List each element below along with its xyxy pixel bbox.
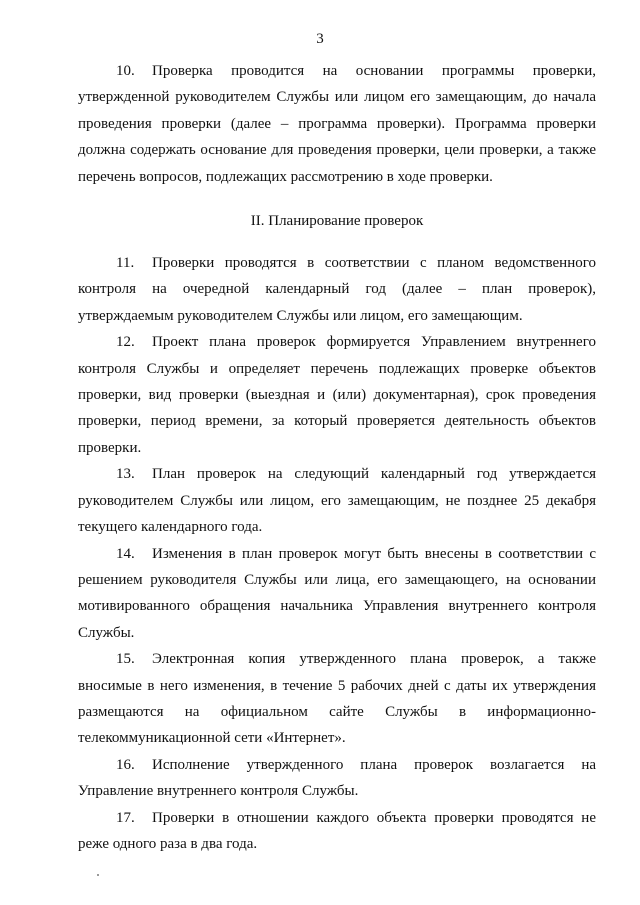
- paragraph-11: [78, 250, 596, 329]
- paragraph-14: [78, 541, 596, 647]
- paragraph-text: План проверок на следующий календарный год утверждается руководителем Службы или лицом, его замещающим, не позднее 25 декабря текущего календарного года.: [78, 466, 596, 536]
- paragraph-text: Проверки в отношении каждого объекта проверки проводятся не реже одного раза в два года.: [78, 809, 596, 852]
- paragraph-number: 15.: [116, 651, 135, 668]
- paragraph-15: [78, 646, 596, 752]
- paragraph-text: Проверки проводятся в соответствии с планом ведомственного контроля на очередной календарный год (далее – план проверок), утверждаемым руководителем Службы или лицом, его замещающим.: [78, 255, 596, 324]
- paragraph-17: [78, 805, 596, 858]
- paragraph-number: 12.: [116, 334, 135, 351]
- paragraph-number: 17.: [116, 809, 135, 826]
- paragraph-16: [78, 752, 596, 805]
- paragraph-text: Проверка проводится на основании программы проверки, утвержденной руководителем Службы или лицом его замещающим, до начала проведения проверки (далее – программа проверки). Программа проверки должна содержать основание для проведения проверки, цели проверки, а также перечень вопросов, подлежащих рассмотрению в ходе проверки.: [78, 63, 596, 185]
- paragraph-number: 13.: [116, 466, 135, 483]
- document-body: [78, 58, 596, 857]
- paragraph-number: 11.: [116, 255, 135, 272]
- paragraph-text: Изменения в план проверок могут быть внесены в соответствии с решением руководителя Службы или лица, его замещающего, на основании мотивированного обращения начальника Управления внутреннего контроля Службы.: [78, 545, 596, 641]
- paragraph-10: [78, 58, 596, 190]
- paragraph-13: [78, 461, 596, 540]
- paragraph-number: 14.: [116, 545, 135, 562]
- paragraph-text: Электронная копия утвержденного плана проверок, а также вносимые в него изменения, в течение 5 рабочих дней с даты их утверждения размещаются на официальном сайте Службы в информационно-телекоммуникационной сети «Интернет».: [78, 651, 596, 747]
- page-number: 3: [316, 31, 324, 47]
- scan-speck: [97, 874, 99, 876]
- paragraph-12: [78, 329, 596, 461]
- paragraph-text: Исполнение утвержденного плана проверок возлагается на Управление внутреннего контроля Службы.: [78, 756, 596, 800]
- paragraph-text: Проект плана проверок формируется Управлением внутреннего контроля Службы и определяет перечень подлежащих проверке объектов проверки, вид проверки (выездная и (или) документарная), срок проведения проверки, период времени, за который проверяется деятельность объектов проверки.: [78, 334, 596, 456]
- paragraph-number: 10.: [116, 63, 135, 79]
- section-heading: II. Планирование проверок: [250, 213, 424, 230]
- paragraph-number: 16.: [116, 756, 135, 773]
